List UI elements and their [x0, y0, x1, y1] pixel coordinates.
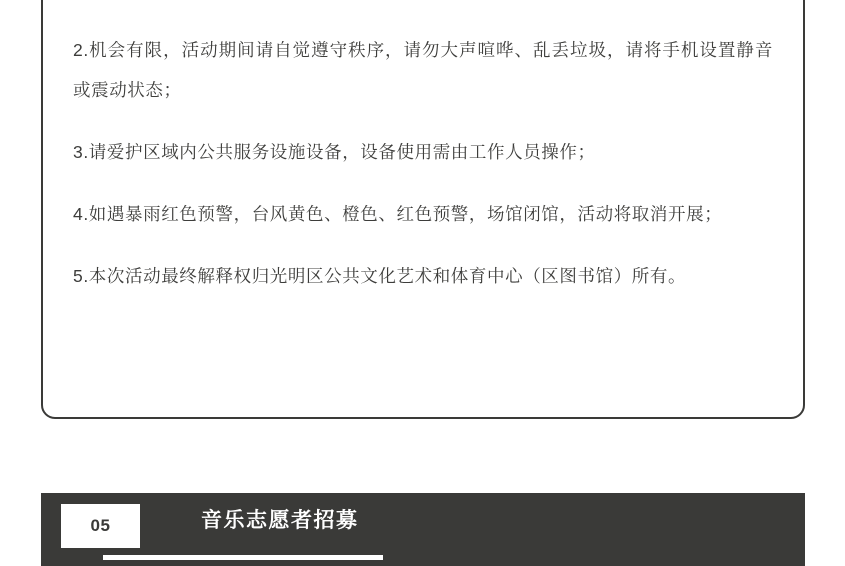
section-header-inner [41, 493, 805, 566]
notice-list [73, 0, 773, 296]
section-number: 05 [90, 516, 111, 535]
notice-item: 3.请爱护区域内公共服务设施设备，设备使用需由工作人员操作； [73, 142, 596, 162]
section-number-box [61, 504, 140, 548]
section-title: 音乐志愿者招募 [201, 509, 359, 532]
notice-item: 5.本次活动最终解释权归光明区公共文化艺术和体育中心（区图书馆）所有。 [73, 266, 687, 286]
notice-item [73, 0, 773, 8]
notice-card [41, 0, 805, 419]
section-header-bar [41, 493, 805, 566]
notice-item: 4.如遇暴雨红色预警，台风黄色、橙色、红色预警，场馆闭馆，活动将取消开展； [73, 204, 723, 224]
section-title-wrap [201, 506, 359, 536]
section-title-underline [103, 555, 383, 560]
notice-item: 2.机会有限，活动期间请自觉遵守秩序，请勿大声喧哗、乱丢垃圾，请将手机设置静音或震动状态； [73, 40, 773, 100]
